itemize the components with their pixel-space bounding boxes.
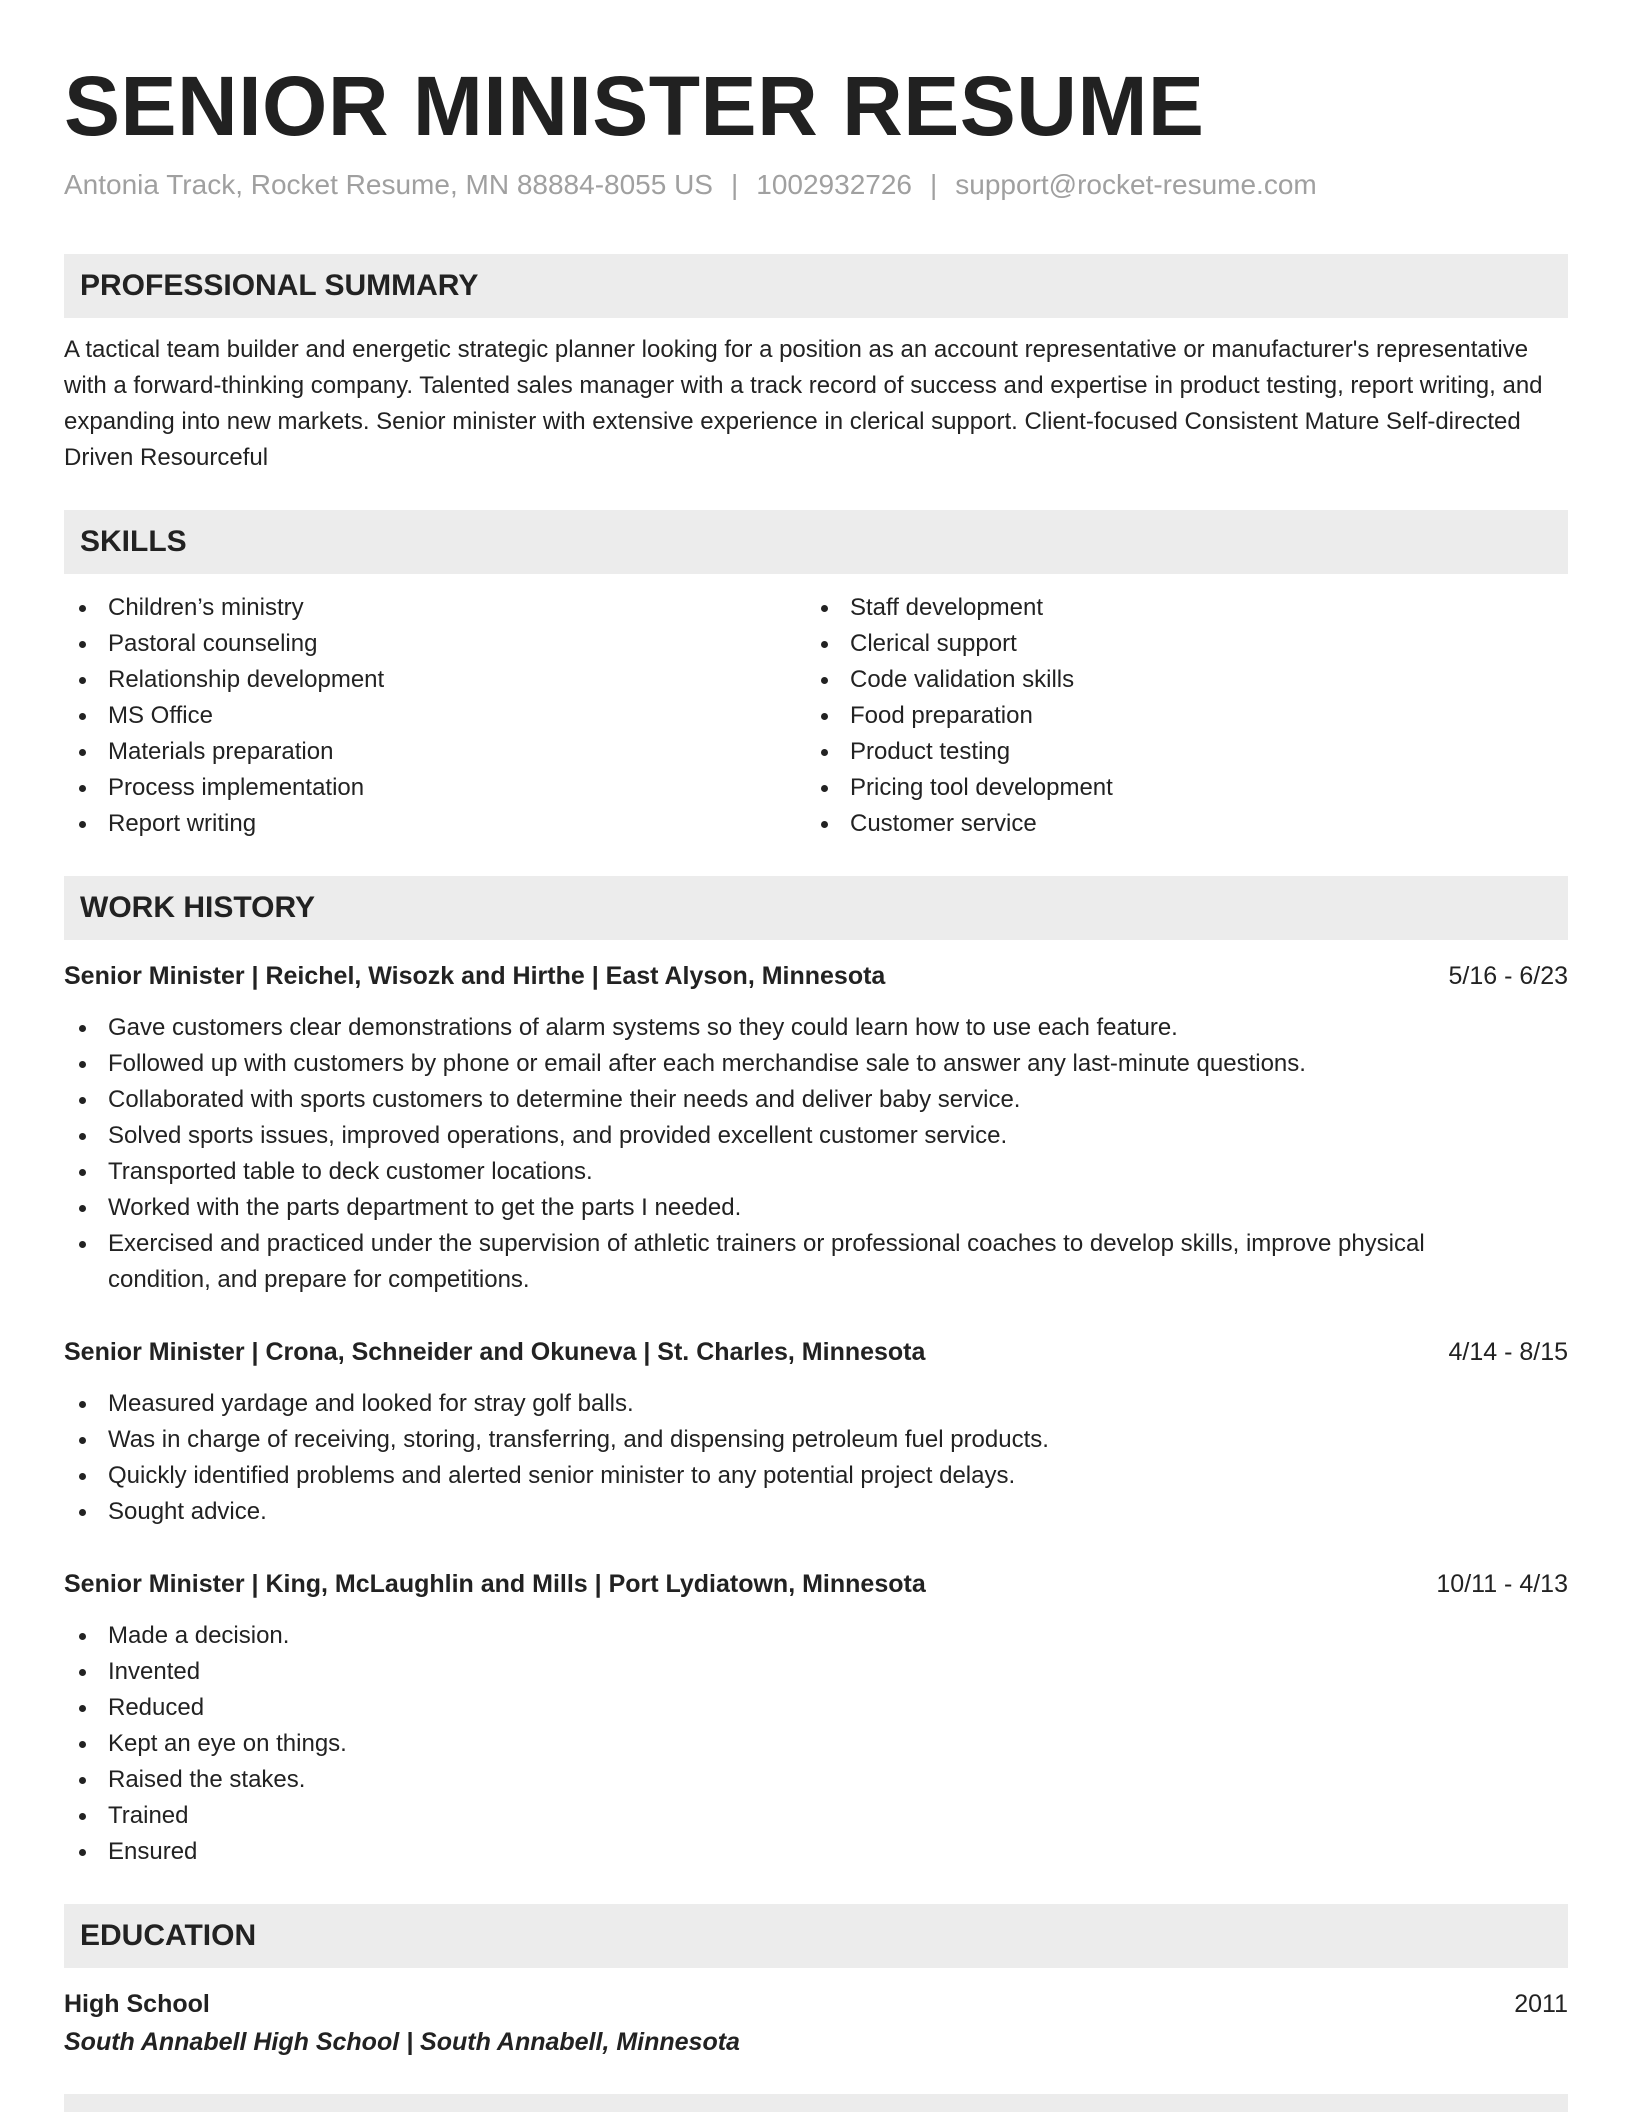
summary-heading: PROFESSIONAL SUMMARY: [64, 254, 1568, 318]
skills-heading: SKILLS: [64, 510, 1568, 574]
skills-list: [64, 590, 1568, 842]
skill-item: Staff development: [806, 590, 1548, 626]
job-bullet: Solved sports issues, improved operations, and provided excellent customer service.: [64, 1118, 1568, 1154]
work-history-heading: WORK HISTORY: [64, 876, 1568, 940]
job-bullet: Measured yardage and looked for stray golf balls.: [64, 1386, 1568, 1422]
education-school: South Annabell High School | South Annabell, Minnesota: [64, 2028, 740, 2056]
contact-address: Antonia Track, Rocket Resume, MN 88884-8055 US: [64, 169, 713, 200]
job-bullet: Invented: [64, 1654, 1568, 1690]
job-bullet: Sought advice.: [64, 1494, 1568, 1530]
job-dates: 5/16 - 6/23: [1448, 962, 1568, 990]
skill-item: Code validation skills: [806, 662, 1548, 698]
job-bullet: Transported table to deck customer locations.: [64, 1154, 1568, 1190]
job-bullet: Quickly identified problems and alerted senior minister to any potential project delays.: [64, 1458, 1568, 1494]
job-header: [64, 958, 1568, 994]
job-bullet: Reduced: [64, 1690, 1568, 1726]
job-dates: 10/11 - 4/13: [1436, 1570, 1568, 1598]
job-entry: [64, 958, 1568, 1298]
job-title: Senior Minister | Crona, Schneider and Okuneva | St. Charles, Minnesota: [64, 1338, 926, 1366]
skill-item: Product testing: [806, 734, 1548, 770]
job-dates: 4/14 - 8/15: [1448, 1338, 1568, 1366]
contact-phone: 1002932726: [756, 169, 912, 200]
education-degree: High School: [64, 1990, 210, 2018]
resume-title: SENIOR MINISTER RESUME: [64, 59, 1205, 153]
contact-email: support@rocket-resume.com: [955, 169, 1317, 200]
summary-text: A tactical team builder and energetic strategic planner looking for a position as an account representative or manufacturer's representative with a forward-thinking company. Talented sales manager with a track record of success and expertise in product testing, report writing, and expanding into new markets. Senior minister with extensive experience in clerical support. Client-focused Consistent Mature Self-directed Driven Resourceful: [64, 336, 1543, 471]
skill-item: Food preparation: [806, 698, 1548, 734]
job-bullet: Kept an eye on things.: [64, 1726, 1568, 1762]
job-bullet: Gave customers clear demonstrations of alarm systems so they could learn how to use each feature.: [64, 1010, 1568, 1046]
next-section-heading-bar: [64, 2094, 1568, 2112]
contact-separator: |: [730, 169, 739, 200]
skill-item: Pastoral counseling: [64, 626, 806, 662]
education-heading: EDUCATION: [64, 1904, 1568, 1968]
job-bullet: Trained: [64, 1798, 1568, 1834]
skill-item: Children’s ministry: [64, 590, 806, 626]
skill-item: Materials preparation: [64, 734, 806, 770]
job-bullets: [64, 1386, 1568, 1530]
skills-column-right: [806, 590, 1548, 842]
job-bullet: Ensured: [64, 1834, 1568, 1870]
education-header: [64, 1986, 1568, 2022]
job-bullets: [64, 1010, 1568, 1298]
job-entry: [64, 1334, 1568, 1530]
education-year: 2011: [1514, 1990, 1568, 2018]
job-bullets: [64, 1618, 1568, 1870]
contact-line: [64, 166, 1568, 204]
skill-item: Report writing: [64, 806, 806, 842]
job-bullet: Worked with the parts department to get the parts I needed.: [64, 1190, 1568, 1226]
skill-item: Customer service: [806, 806, 1548, 842]
contact-separator: |: [930, 169, 938, 200]
skill-item: Relationship development: [64, 662, 806, 698]
skills-column-left: [64, 590, 806, 842]
skill-item: Clerical support: [806, 626, 1548, 662]
skill-item: Pricing tool development: [806, 770, 1548, 806]
skill-item: MS Office: [64, 698, 806, 734]
job-bullet: Made a decision.: [64, 1618, 1568, 1654]
job-header: [64, 1334, 1568, 1370]
job-bullet: Collaborated with sports customers to determine their needs and deliver baby service.: [64, 1082, 1568, 1118]
job-entry: [64, 1566, 1568, 1870]
job-bullet: Raised the stakes.: [64, 1762, 1568, 1798]
job-title: Senior Minister | Reichel, Wisozk and Hirthe | East Alyson, Minnesota: [64, 962, 886, 990]
job-header: [64, 1566, 1568, 1602]
job-title: Senior Minister | King, McLaughlin and Mills | Port Lydiatown, Minnesota: [64, 1570, 926, 1598]
job-bullet: Exercised and practiced under the supervision of athletic trainers or professional coaches to develop skills, improve physical condition, and prepare for competitions.: [64, 1226, 1568, 1298]
skill-item: Process implementation: [64, 770, 806, 806]
job-bullet: Followed up with customers by phone or email after each merchandise sale to answer any last-minute questions.: [64, 1046, 1568, 1082]
job-bullet: Was in charge of receiving, storing, transferring, and dispensing petroleum fuel products.: [64, 1422, 1568, 1458]
